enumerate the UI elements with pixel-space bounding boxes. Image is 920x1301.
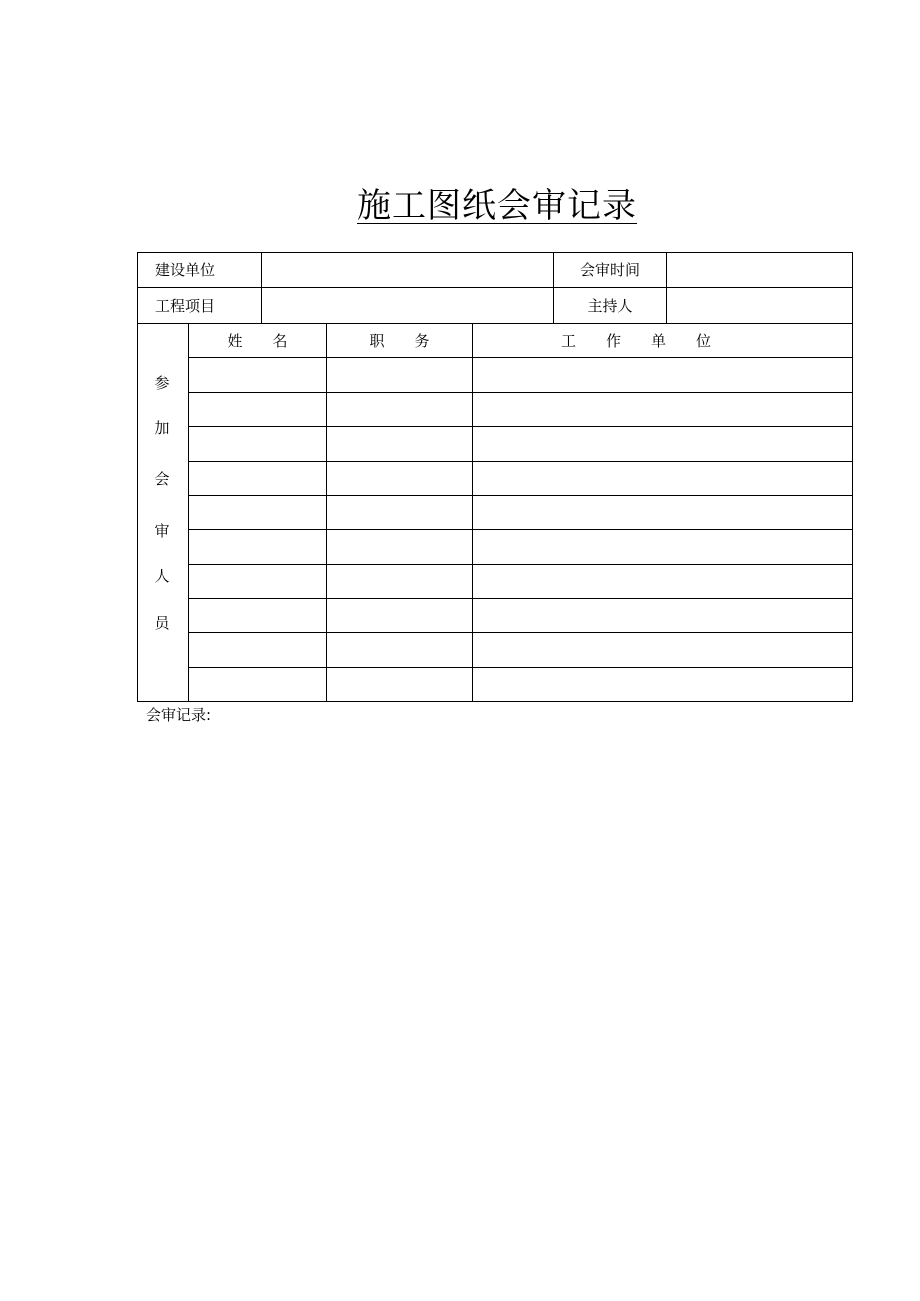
review-form-table <box>137 252 853 702</box>
table-border-bottom <box>137 701 853 702</box>
row-line <box>188 495 853 496</box>
row-line <box>188 564 853 565</box>
row-line <box>188 667 853 668</box>
row-line <box>188 632 853 633</box>
row-line <box>188 426 853 427</box>
table-border-left <box>137 252 138 702</box>
construction-unit-label: 建设单位 <box>155 261 216 279</box>
review-notes-label: 会审记录: <box>146 706 212 724</box>
col-header-work-unit: 工 作 单 位 <box>560 332 711 350</box>
participants-col-line-1 <box>326 323 327 702</box>
header-col-line-1 <box>261 252 262 323</box>
participants-col-line-2 <box>472 323 473 702</box>
side-label-char: 员 <box>154 614 170 632</box>
participants-side-divider <box>188 323 189 702</box>
review-time-label: 会审时间 <box>579 261 640 279</box>
row-line <box>188 598 853 599</box>
participants-header-line <box>188 357 853 358</box>
side-label-char: 会 <box>154 470 170 488</box>
construction-unit-field[interactable] <box>269 252 545 287</box>
table-border-right <box>852 252 853 702</box>
side-label-char: 审 <box>154 522 170 540</box>
host-field[interactable] <box>673 288 845 323</box>
row-line <box>188 392 853 393</box>
project-field[interactable] <box>269 288 545 323</box>
host-label: 主持人 <box>587 297 633 315</box>
document-title: 施工图纸会审记录 <box>357 186 637 226</box>
row-line <box>188 529 853 530</box>
side-label-char: 人 <box>154 567 170 585</box>
col-header-name: 姓 名 <box>227 332 288 350</box>
side-label-char: 参 <box>154 374 170 392</box>
col-header-position: 职 务 <box>369 332 430 350</box>
project-label: 工程项目 <box>155 297 216 315</box>
review-time-field[interactable] <box>673 252 845 287</box>
row-line <box>188 461 853 462</box>
side-label-char: 加 <box>154 419 170 437</box>
header-col-line-3 <box>666 252 667 323</box>
